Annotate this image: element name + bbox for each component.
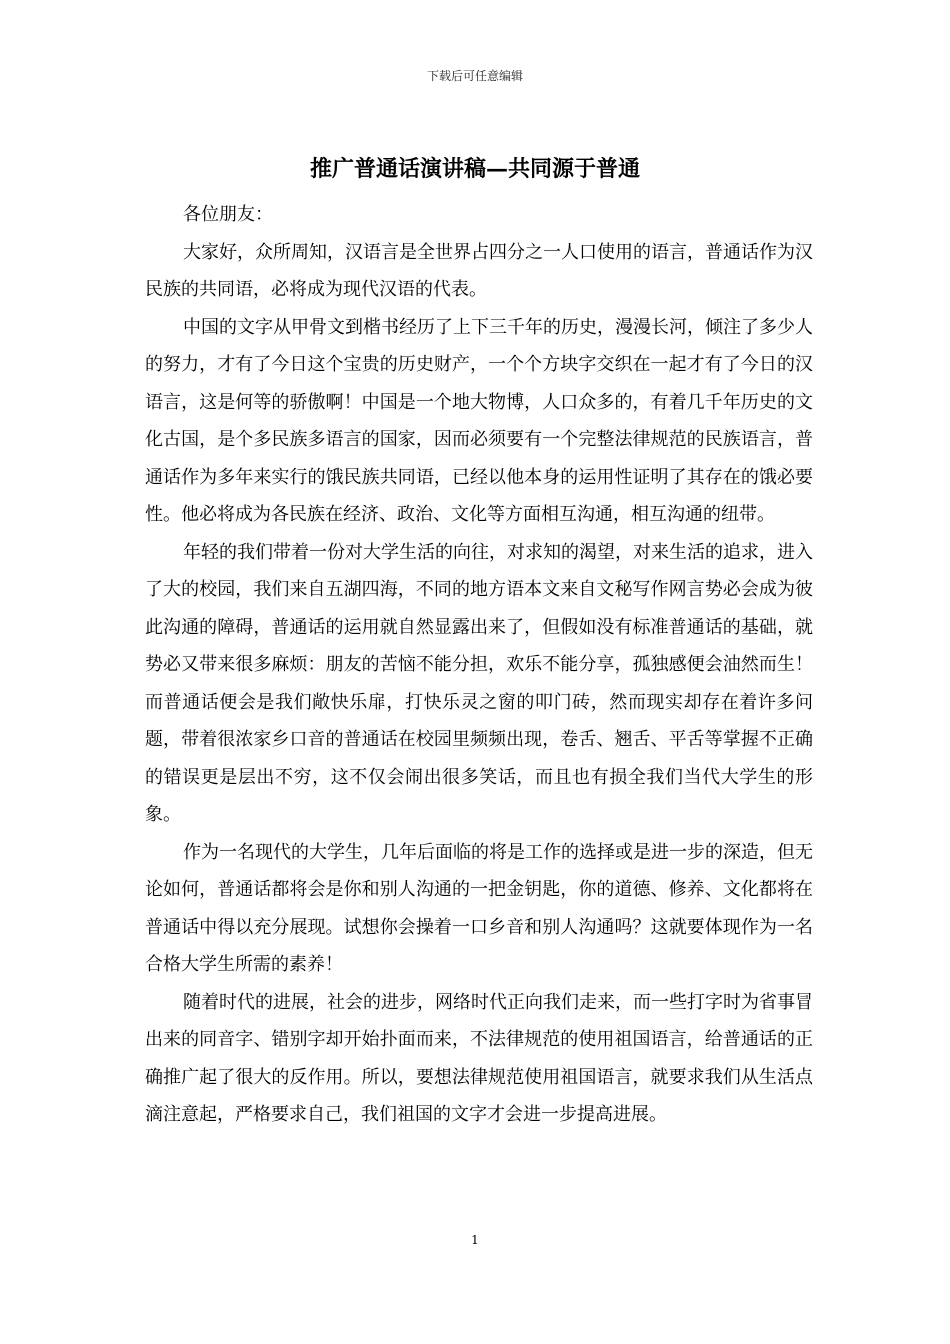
page-number: 1 [471, 1233, 479, 1247]
paragraph: 作为一名现代的大学生，几年后面临的将是工作的选择或是进一步的深造，但无论如何，普通话都将会是你和别人沟通的一把金钥匙，你的道德、修养、文化都将在普通话中得以充分展现。试想你会操着一口乡音和别人沟通吗？这就要体现作为一名合格大学生所需的素养！ [145, 841, 813, 975]
page-header: 下载后可任意编辑 [426, 69, 523, 83]
document-title: 推广普通话演讲稿—共同源于普通 [309, 156, 640, 182]
paragraph: 中国的文字从甲骨文到楷书经历了上下三千年的历史，漫漫长河，倾注了多少人的努力，才有了今日这个宝贵的历史财产，一个个方块字交织在一起才有了今日的汉语言，这是何等的骄傲啊！中国是一个地大物博，人口众多的，有着几千年历史的文化古国，是个多民族多语言的国家，因而必须要有一个完整法律规范的民族语言，普通话作为多年来实行的饿民族共同语，已经以他本身的运用性证明了其存在的饿必要性。他必将成为各民族在经济、政治、文化等方面相互沟通，相互沟通的纽带。 [145, 316, 813, 525]
paragraph: 随着时代的进展，社会的进步，网络时代正向我们走来，而一些打字时为省事冒出来的同音字、错别字却开始扑面而来，不法律规范的使用祖国语言，给普通话的正确推广起了很大的反作用。所以，要想法律规范使用祖国语言，就要求我们从生活点滴注意起，严格要求自己，我们祖国的文字才会进一步提高进展。 [145, 991, 813, 1125]
document-body [145, 196, 813, 1134]
paragraph: 年轻的我们带着一份对大学生活的向往，对求知的渴望，对来生活的追求，进入了大的校园，我们来自五湖四海，不同的地方语本文来自文秘写作网言势必会成为彼此沟通的障碍，普通话的运用就自然显露出来了，但假如没有标准普通话的基础，就势必又带来很多麻烦：朋友的苦恼不能分担，欢乐不能分享，孤独感便会油然而生！而普通话便会是我们敞快乐扉，打快乐灵之窗的叩门砖，然而现实却存在着许多问题，带着很浓家乡口音的普通话在校园里频频出现，卷舌、翘舌、平舌等掌握不正确的错误更是层出不穷，这不仅会闹出很多笑话，而且也有损全我们当代大学生的形象。 [145, 541, 813, 825]
paragraph: 大家好，众所周知，汉语言是全世界占四分之一人口使用的语言，普通话作为汉民族的共同语，必将成为现代汉语的代表。 [145, 241, 813, 300]
paragraph-greeting: 各位朋友： [183, 204, 273, 225]
